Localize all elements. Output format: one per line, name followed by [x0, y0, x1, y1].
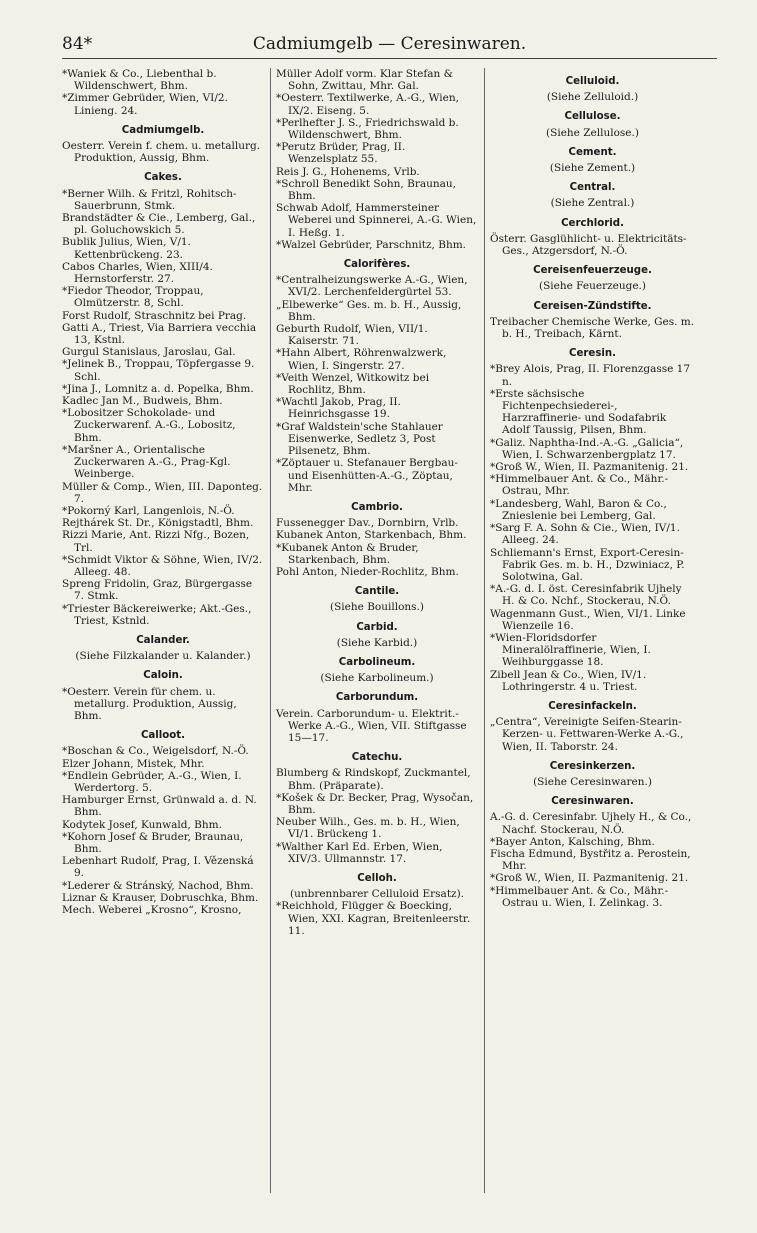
directory-entry: *Walzel Gebrüder, Parschnitz, Bhm. [276, 238, 466, 251]
directory-entry: *Groß W., Wien, II. Pazmanitenig. 21. [490, 461, 689, 474]
page-number: 84* [62, 34, 93, 54]
directory-entry: *Lobositzer Schokolade- und Zuckerwarenf. A.-G., Lobositz, Bhm. [62, 407, 236, 444]
directory-entry: *Kubanek Anton & Bruder, Starkenbach, Bhm. [276, 541, 419, 566]
directory-entry: Zibell Jean & Co., Wien, IV/1. Lothringerstr. 4 u. Triest. [490, 668, 647, 693]
directory-entry: *Groß W., Wien, II. Pazmanitenig. 21. [490, 872, 689, 885]
section-heading: Carbid. [356, 621, 398, 633]
directory-entry: *Wien-Floridsdorfer Mineralölraffinerie, Wien, I. Weihburggasse 18. [490, 631, 651, 669]
cross-reference: (Siehe Zelluloid.) [546, 91, 639, 104]
directory-entry: Geburth Rudolf, Wien, VII/1. Kaiserstr. 71. [276, 323, 428, 348]
column-divider [270, 68, 271, 1193]
cross-reference: (Siehe Bouillons.) [330, 601, 424, 614]
directory-entry: Bublik Julius, Wien, V/1. Kettenbrückeng. 23. [62, 236, 191, 261]
directory-entry: *Sarg F. A. Sohn & Cie., Wien, IV/1. Alleeg. 24. [490, 522, 680, 547]
directory-entry: Rejthárek St. Dr., Königstadtl, Bhm. [62, 517, 254, 530]
directory-entry: Verein. Carborundum- u. Elektrit.-Werke A.-G., Wien, VII. Stiftgasse 15—17. [276, 707, 467, 744]
cross-reference: (Siehe Zellulose.) [546, 126, 639, 139]
cross-reference: (Siehe Ceresinwaren.) [533, 775, 652, 788]
directory-entry: *Jelinek B., Troppau, Töpfergasse 9. Schl. [62, 358, 255, 383]
directory-entry: *Oesterr. Verein für chem. u. metallurg. Produktion, Aussig, Bhm. [62, 685, 237, 722]
column-left [62, 68, 264, 1193]
directory-entry: „Elbewerke“ Ges. m. b. H., Aussig, Bhm. [276, 298, 462, 323]
directory-entry: *Maršner A., Orientalische Zuckerwaren A.-G., Prag-Kgl. Weinberge. [62, 443, 231, 481]
directory-entry: *Schroll Benedikt Sohn, Braunau, Bhm. [276, 177, 456, 203]
directory-entry: *Berner Wilh. & Fritzl, Rohitsch-Sauerbrunn, Stmk. [62, 187, 237, 212]
directory-entry: Kodytek Josef, Kunwald, Bhm. [62, 818, 222, 831]
directory-entry: Rizzi Marie, Ant. Rizzi Nfg., Bozen, Trl. [62, 529, 250, 554]
column-divider [484, 68, 485, 1193]
directory-entry: A.-G. d. Ceresinfabr. Ujhely H., & Co., Nachf. Stockerau, N.Ö. [490, 811, 692, 836]
directory-entry: Oesterr. Verein f. chem. u. metallurg. Produktion, Aussig, Bhm. [62, 140, 261, 165]
directory-entry: Neuber Wilh., Ges. m. b. H., Wien, VI/1. Brückeng 1. [276, 816, 460, 841]
cross-reference: (Siehe Feuerzeuge.) [539, 280, 646, 293]
directory-entry: *Fiedor Theodor, Troppau, Olmützerstr. 8, Schl. [62, 285, 204, 310]
directory-entry: *Triester Bäckereiwerke; Akt.-Ges., Triest, Kstnld. [62, 602, 252, 627]
cross-reference: (Siehe Karbid.) [336, 636, 418, 649]
directory-entry: *Boschan & Co., Weigelsdorf, N.-Ö. [62, 745, 249, 758]
section-heading: Cerchlorid. [561, 217, 624, 229]
directory-entry: Mech. Weberei „Krosno“, Krosno, [62, 904, 242, 916]
section-heading: Cambrio. [351, 501, 403, 513]
section-heading: Cereisen-Zündstifte. [533, 300, 652, 312]
section-heading: Carborundum. [335, 692, 419, 704]
directory-entry: *Erste sächsische Fichtenpechsiederei-, Harzraffinerie- und Sodafabrik Adolf Taussig, Pilsen, Bhm. [490, 387, 667, 437]
directory-entry: Gatti A., Triest, Via Barriera vecchia 13, Kstnl. [62, 321, 257, 347]
cross-reference: (Siehe Karbolineum.) [320, 672, 434, 685]
directory-entry: Spreng Fridolin, Graz, Bürgergasse 7. Stmk. [62, 578, 253, 603]
section-heading: Carbolineum. [338, 656, 416, 668]
directory-entry: Treibacher Chemische Werke, Ges. m. b. H., Treibach, Kärnt. [490, 315, 695, 341]
directory-entry: Müller Adolf vorm. Klar Stefan & Sohn, Zwittau, Mhr. Gal. [276, 68, 453, 93]
directory-entry: *Lederer & Stránský, Nachod, Bhm. [62, 879, 254, 892]
section-heading: Calorifères. [343, 259, 411, 271]
directory-entry: *Hahn Albert, Röhrenwalzwerk, Wien, I. Singerstr. 27. [276, 347, 447, 372]
directory-entry: *Reichhold, Flügger & Boecking, Wien, XXI. Kagran, Breitenleerstr. 11. [276, 900, 471, 937]
directory-entry: Pohl Anton, Nieder-Rochlitz, Bhm. [276, 565, 459, 578]
section-heading: Celluloid. [565, 76, 620, 87]
directory-entry: *Schmidt Viktor & Söhne, Wien, IV/2. Alleeg. 48. [62, 553, 263, 578]
directory-entry: *Košek & Dr. Becker, Prag, Wysočan, Bhm. [276, 791, 474, 816]
directory-entry: *A.-G. d. I. öst. Ceresinfabrik Ujhely H. & Co. Nchf., Stockerau, N.Ö. [490, 583, 682, 608]
section-heading: Cereisenfeuerzeuge. [533, 265, 652, 277]
section-heading: Cadmiumgelb. [121, 124, 205, 136]
directory-entry: *Waniek & Co., Liebenthal b. Wildenschwert, Bhm. [62, 68, 217, 93]
section-heading: Cement. [568, 146, 617, 158]
directory-entry: *Endlein Gebrüder, A.-G., Wien, I. Werdertorg. 5. [62, 769, 242, 794]
directory-entry: *Walther Karl Ed. Erben, Wien, XIV/3. Ullmannstr. 17. [276, 840, 443, 865]
directory-entry: *Landesberg, Wahl, Baron & Co., Znieslenie bei Lemberg, Gal. [490, 497, 667, 522]
directory-entry: *Perlhefter J. S., Friedrichswald b. Wildenschwert, Bhm. [276, 116, 459, 142]
directory-entry: Lebenhart Rudolf, Prag, I. Vězenská 9. [62, 855, 254, 880]
directory-entry: *Centralheizungswerke A.-G., Wien, XVI/2. Lerchenfeldergürtel 53. [276, 274, 468, 299]
directory-entry: „Centra“, Vereinigte Seifen-Stearin-Kerzen- u. Fettwaren-Werke A.-G., Wien, II. Taborstr. 24. [490, 716, 684, 753]
cross-reference: (Siehe Zentral.) [550, 197, 635, 210]
column-middle [276, 68, 478, 1193]
directory-entry: *Perutz Brüder, Prag, II. Wenzelsplatz 55. [276, 141, 406, 166]
directory-entry: Elzer Johann, Mistek, Mhr. [62, 757, 205, 770]
directory-entry: *Zöptauer u. Stefanauer Bergbau- und Eisenhütten-A.-G., Zöptau, Mhr. [276, 457, 458, 494]
directory-entry: *Bayer Anton, Kalsching, Bhm. [490, 835, 655, 848]
section-heading: Cakes. [144, 172, 182, 184]
cross-reference: (Siehe Filzkalander u. Kalander.) [75, 650, 251, 663]
column-right [490, 68, 695, 1193]
running-title: Cadmiumgelb — Ceresinwaren. [252, 34, 527, 54]
directory-entry: Hamburger Ernst, Grünwald a. d. N. Bhm. [62, 794, 257, 819]
section-heading: Central. [569, 182, 616, 194]
directory-entry: *Galiz. Naphtha-Ind.-A.-G. „Galicia“, Wien, I. Schwarzenbergplatz 17. [490, 436, 684, 461]
directory-entry: Forst Rudolf, Straschnitz bei Prag. [62, 309, 247, 322]
section-heading: Cantile. [354, 586, 400, 598]
directory-entry: Fischa Edmund, Bystřitz a. Perostein, Mhr. [490, 847, 691, 873]
section-heading: Celloh. [357, 872, 397, 884]
section-heading: Calander. [136, 634, 190, 646]
directory-entry: Wagenmann Gust., Wien, VI/1. Linke Wienzeile 16. [490, 607, 686, 632]
page-header [62, 32, 717, 59]
directory-entry: *Zimmer Gebrüder, Wien, VI/2. Linieng. 24. [62, 92, 228, 117]
cross-reference: (unbrennbarer Celluloid Ersatz). [289, 888, 464, 901]
directory-entry: Liznar & Krauser, Dobruschka, Bhm. [62, 891, 259, 904]
directory-entry: *Wachtl Jakob, Prag, II. Heinrichsgasse 19. [276, 396, 401, 421]
directory-entry: Kadlec Jan M., Budweis, Bhm. [62, 395, 223, 408]
directory-entry: *Graf Waldstein'sche Stahlauer Eisenwerke, Sedletz 3, Post Pilsenetz, Bhm. [276, 420, 443, 458]
directory-entry: *Kohorn Josef & Bruder, Braunau, Bhm. [62, 830, 244, 855]
section-heading: Catechu. [351, 752, 403, 764]
directory-entry: *Himmelbauer Ant. & Co., Mähr.-Ostrau, Mhr. [490, 473, 669, 498]
section-heading: Caloin. [143, 670, 183, 682]
directory-entry: Kubanek Anton, Starkenbach, Bhm. [276, 529, 467, 542]
cross-reference: (Siehe Zement.) [549, 162, 636, 175]
section-heading: Ceresinkerzen. [549, 760, 636, 772]
section-heading: Ceresin. [569, 348, 616, 360]
directory-entry: Blumberg & Rindskopf, Zuckmantel, Bhm. (Präparate). [276, 767, 471, 792]
directory-entry: *Veith Wenzel, Witkowitz bei Rochlitz, Bhm. [276, 371, 430, 397]
directory-entry: Reis J. G., Hohenems, Vrlb. [276, 165, 420, 178]
directory-entry: *Jina J., Lomnitz a. d. Popelka, Bhm. [62, 382, 254, 395]
directory-entry: *Brey Alois, Prag, II. Florenzgasse 17 n. [490, 363, 691, 388]
directory-entry: Gurgul Stanislaus, Jaroslau, Gal. [62, 346, 236, 359]
directory-entry: Schliemann's Ernst, Export-Ceresin-Fabrik Ges. m. b. H., Dzwiniacz, P. Solotwina, Gal. [490, 546, 685, 583]
directory-entry: Cabos Charles, Wien, XIII/4. Hernstorferstr. 27. [62, 260, 213, 286]
section-heading: Ceresinwaren. [551, 796, 634, 808]
directory-entry: *Oesterr. Textilwerke, A.-G., Wien, IX/2. Eiseng. 5. [276, 92, 459, 117]
section-heading: Ceresinfackeln. [548, 700, 637, 712]
section-heading: Calloot. [140, 730, 186, 742]
directory-entry: *Himmelbauer Ant. & Co., Mähr.-Ostrau u. Wien, I. Zelinkag. 3. [490, 884, 669, 909]
directory-entry: Müller & Comp., Wien, III. Daponteg. 7. [62, 480, 263, 505]
directory-entry: *Pokorný Karl, Langenlois, N.-Ö. [62, 504, 235, 517]
directory-entry: Fussenegger Dav., Dornbirn, Vrlb. [276, 517, 459, 530]
directory-entry: Schwab Adolf, Hammersteiner Weberei und Spinnerei, A.-G. Wien, I. Heßg. 1. [276, 202, 477, 239]
directory-entry: Brandstädter & Cie., Lemberg, Gal., pl. Goluchowskich 5. [62, 212, 256, 237]
directory-entry: Österr. Gasglühlicht- u. Elektricitäts-Ges., Atzgersdorf, N.-Ö. [490, 232, 687, 258]
section-heading: Cellulose. [564, 111, 621, 123]
